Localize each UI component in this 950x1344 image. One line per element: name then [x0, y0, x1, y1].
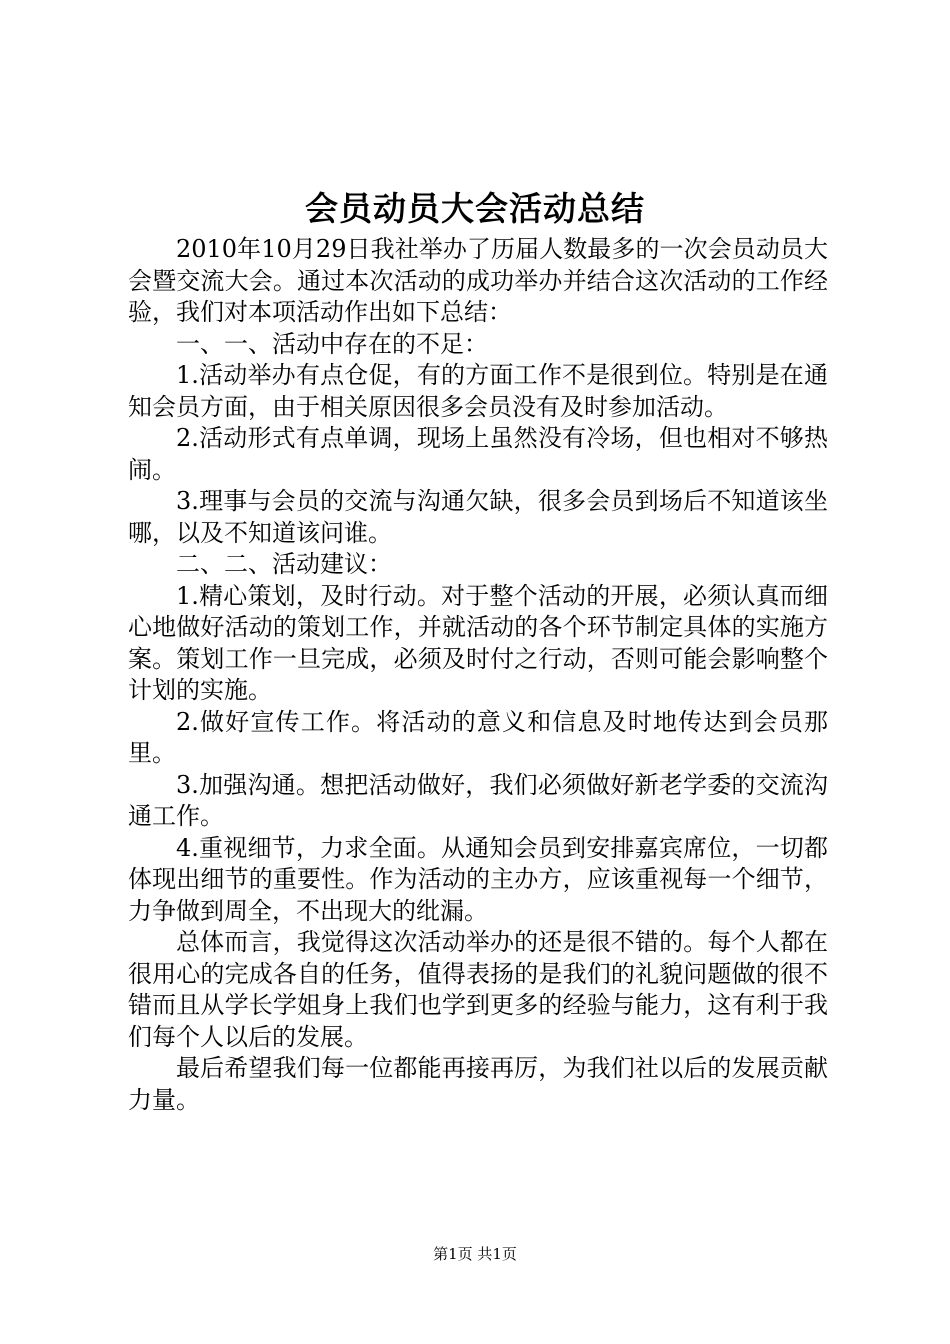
document-title: 会员动员大会活动总结 [305, 189, 645, 228]
paragraph-shortcoming-1: 1.活动举办有点仓促，有的方面工作不是很到位。特别是在通知会员方面，由于相关原因很多会员没有及时参加活动。 [128, 361, 828, 421]
page-number-footer: 第1页 共1页 [433, 1245, 517, 1263]
paragraph-closing: 最后希望我们每一位都能再接再厉，为我们社以后的发展贡献力量。 [128, 1054, 828, 1114]
section-heading-shortcomings: 一、一、活动中存在的不足： [176, 329, 488, 358]
paragraph-shortcoming-2: 2.活动形式有点单调，现场上虽然没有冷场，但也相对不够热闹。 [128, 424, 828, 484]
document-body [128, 234, 828, 1116]
paragraph-suggestion-1: 1.精心策划，及时行动。对于整个活动的开展，必须认真而细心地做好活动的策划工作，并就活动的各个环节制定具体的实施方案。策划工作一旦完成，必须及时付之行动，否则可能会影响整个计划的实施。 [128, 581, 828, 704]
paragraph-intro: 2010年10月29日我社举办了历届人数最多的一次会员动员大会暨交流大会。通过本次活动的成功举办并结合这次活动的工作经验，我们对本项活动作出如下总结： [128, 235, 828, 326]
paragraph-summary: 总体而言，我觉得这次活动举办的还是很不错的。每个人都在很用心的完成各自的任务，值得表扬的是我们的礼貌问题做的很不错而且从学长学姐身上我们也学到更多的经验与能力，这有利于我们每个人以后的发展。 [128, 928, 828, 1051]
paragraph-suggestion-2: 2.做好宣传工作。将活动的意义和信息及时地传达到会员那里。 [128, 707, 828, 767]
paragraph-shortcoming-3: 3.理事与会员的交流与沟通欠缺，很多会员到场后不知道该坐哪，以及不知道该问谁。 [128, 487, 828, 547]
section-heading-suggestions: 二、二、活动建议： [176, 550, 392, 578]
paragraph-suggestion-4: 4.重视细节，力求全面。从通知会员到安排嘉宾席位，一切都体现出细节的重要性。作为活动的主办方，应该重视每一个细节，力争做到周全，不出现大的纰漏。 [128, 833, 828, 925]
paragraph-suggestion-3: 3.加强沟通。想把活动做好，我们必须做好新老学委的交流沟通工作。 [128, 770, 828, 830]
